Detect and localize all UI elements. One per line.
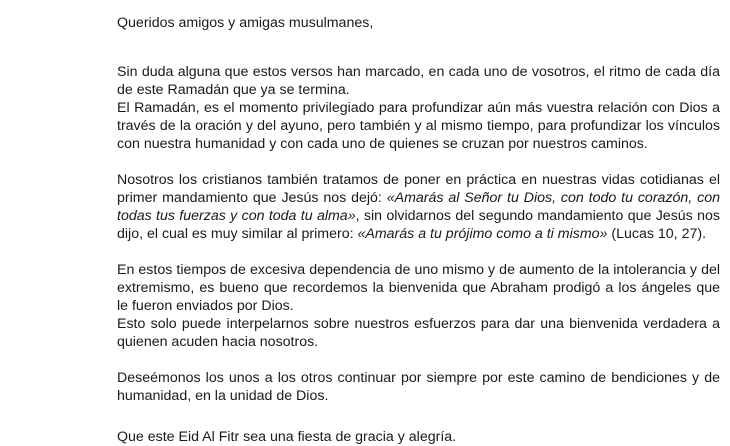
commandments-intro: Nosotros los cristianos también tratamos de poner en práctica en nuestras vidas cotidianas el primer mandamiento que Jesús nos dejó: xyxy=(117,172,720,206)
paragraph-ramadan-verses: Sin duda alguna que estos versos han marcado, en cada uno de vosotros, el ritmo de cada día de este Ramadán que ya se termina. xyxy=(117,64,720,98)
bible-reference: (Lucas 10, 27). xyxy=(607,226,707,242)
paragraph-ramadan-moment: El Ramadán, es el momento privilegiado para profundizar aún más vuestra relación con Dios a través de la oración y del ayuno, pero también y al mismo tiempo, para profundizar los vínculos con nuestra humanidad y con cada uno de quienes se cruzan por nuestros caminos. xyxy=(117,100,720,152)
letter-closing: Que este Eid Al Fitr sea una fiesta de gracia y alegría. xyxy=(117,429,457,445)
paragraph-blessings: Deseémonos los unos a los otros continuar por siempre por este camino de bendiciones y de humanidad, en la unidad de Dios. xyxy=(117,370,720,404)
second-commandment-quote: «Amarás a tu prójimo como a ti mismo» xyxy=(357,226,608,242)
paragraph-welcome: Esto solo puede interpelarnos sobre nuestros esfuerzos para dar una bienvenida verdadera a quienen acuden hacia nosotros. xyxy=(117,316,720,350)
letter-greeting: Queridos amigos y amigas musulmanes, xyxy=(117,15,374,31)
commandments-middle: , sin olvidarnos del segundo mandamiento que Jesús nos dijo, el cual es muy similar al primero: xyxy=(117,208,720,242)
paragraph-abraham: En estos tiempos de excesiva dependencia de uno mismo y de aumento de la intolerancia y del extremismo, es bueno que recordemos la bienvenida que Abraham prodigó a los ángeles que le fueron enviados por Dios. xyxy=(117,262,720,314)
letter-body xyxy=(117,63,720,423)
paragraph-commandments xyxy=(117,171,720,243)
first-commandment-quote: «Amarás al Señor tu Dios, con todo tu corazón, con todas tus fuerzas y con toda tu alma» xyxy=(117,190,720,224)
